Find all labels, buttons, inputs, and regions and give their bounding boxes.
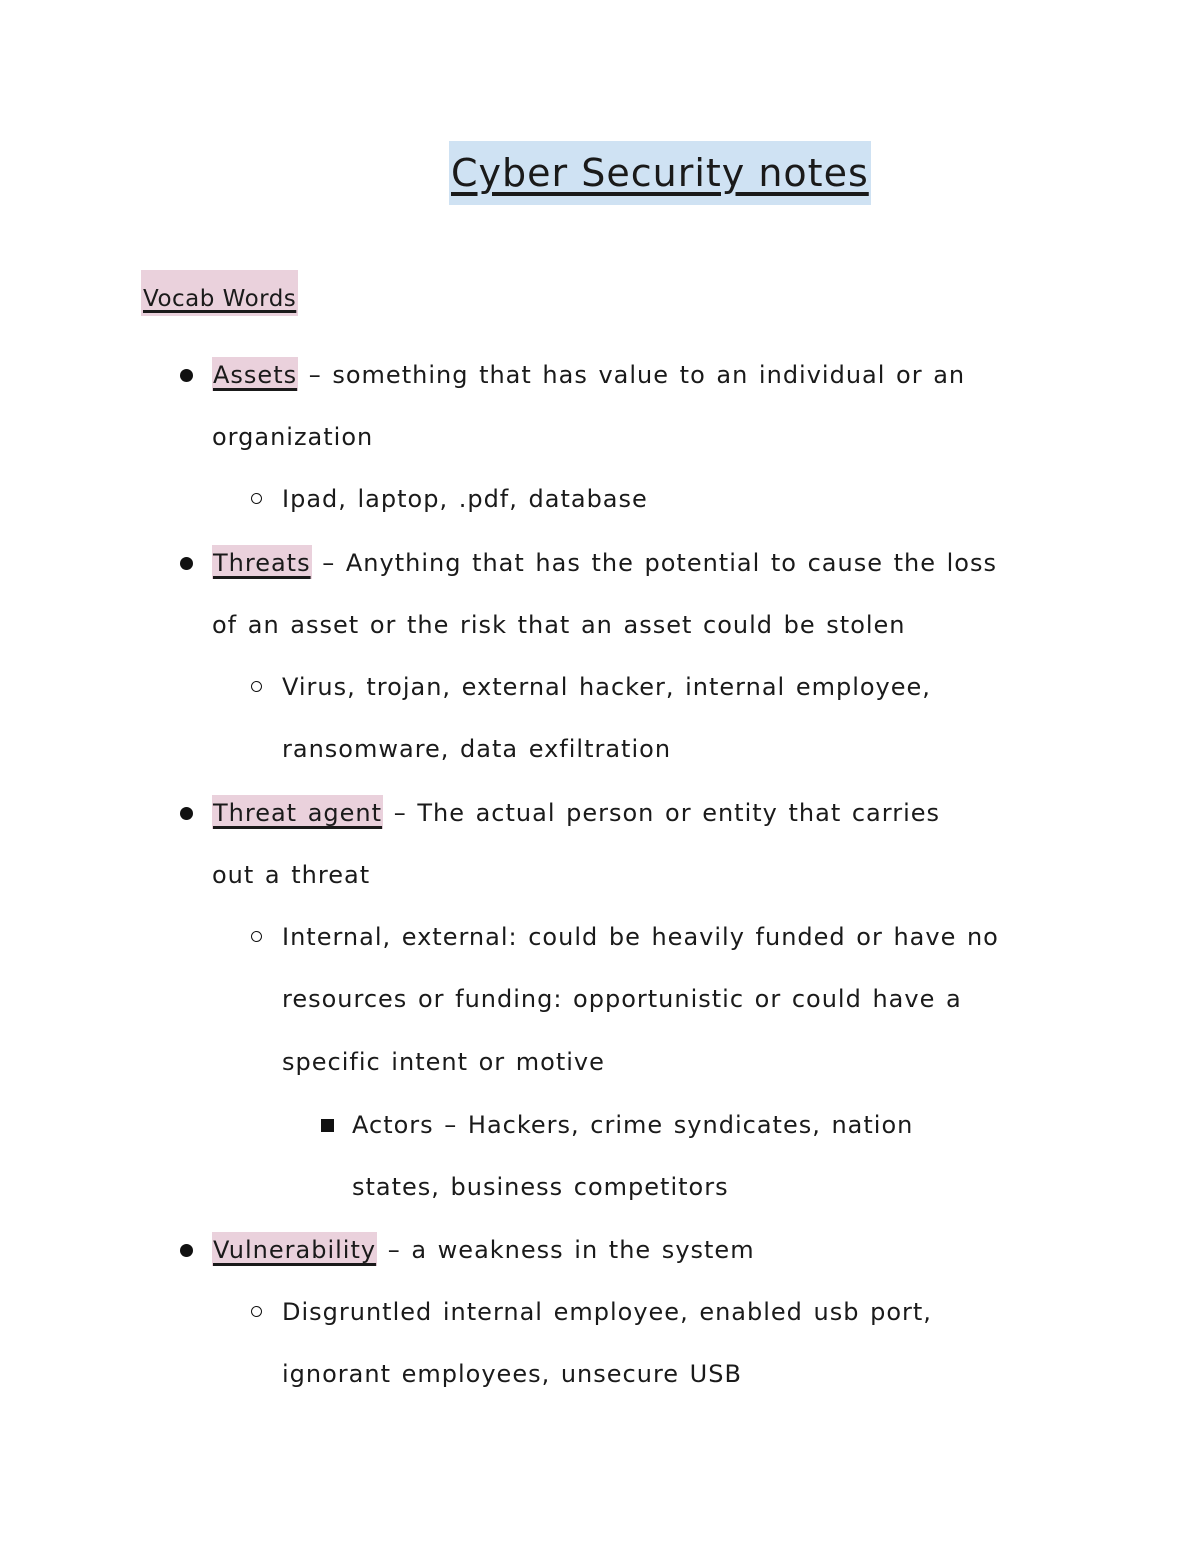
sub-item-threat-agent-line2: resources or funding: opportunistic or could have a	[282, 985, 962, 1013]
sub-item-assets-examples: Ipad, laptop, .pdf, database	[282, 485, 648, 513]
definition-threats-line2: of an asset or the risk that an asset could be stolen	[212, 611, 906, 639]
sub-item-threats-examples-line1: Virus, trojan, external hacker, internal employee,	[282, 673, 931, 701]
definition-vulnerability-line1: – a weakness in the system	[377, 1236, 755, 1264]
page-title: Cyber Security notes	[449, 141, 871, 205]
list-item-vulnerability	[212, 1234, 755, 1266]
definition-assets-line1: – something that has value to an individual or an	[298, 361, 966, 389]
definition-threat-agent-line2: out a threat	[212, 861, 371, 889]
bullet-filled-icon	[180, 557, 193, 570]
bullet-filled-icon	[180, 807, 193, 820]
sub-item-threat-agent-line1: Internal, external: could be heavily funded or have no	[282, 923, 999, 951]
sub-item-threats-examples-line2: ransomware, data exfiltration	[282, 735, 672, 763]
definition-threat-agent-line1: – The actual person or entity that carries	[383, 799, 941, 827]
sub-sub-item-actors-line2: states, business competitors	[352, 1173, 729, 1201]
bullet-hollow-icon	[251, 681, 262, 692]
sub-item-vulnerability-line2: ignorant employees, unsecure USB	[282, 1360, 742, 1388]
bullet-hollow-icon	[251, 493, 262, 504]
list-item-threat-agent	[212, 797, 940, 829]
term-vulnerability: Vulnerability	[212, 1232, 377, 1266]
section-heading-vocab-words: Vocab Words	[141, 270, 298, 316]
definition-assets-line2: organization	[212, 423, 374, 451]
sub-item-threat-agent-line3: specific intent or motive	[282, 1048, 605, 1076]
bullet-hollow-icon	[251, 931, 262, 942]
term-assets: Assets	[212, 357, 298, 391]
bullet-filled-icon	[180, 369, 193, 382]
term-threats: Threats	[212, 545, 312, 579]
sub-item-vulnerability-line1: Disgruntled internal employee, enabled usb port,	[282, 1298, 932, 1326]
list-item-assets	[212, 359, 965, 391]
bullet-square-icon	[321, 1119, 334, 1132]
definition-threats-line1: – Anything that has the potential to cause the loss	[311, 549, 997, 577]
sub-sub-item-actors-line1: Actors – Hackers, crime syndicates, nation	[352, 1111, 914, 1139]
bullet-filled-icon	[180, 1244, 193, 1257]
term-threat-agent: Threat agent	[212, 795, 383, 829]
list-item-threats	[212, 547, 997, 579]
bullet-hollow-icon	[251, 1306, 262, 1317]
